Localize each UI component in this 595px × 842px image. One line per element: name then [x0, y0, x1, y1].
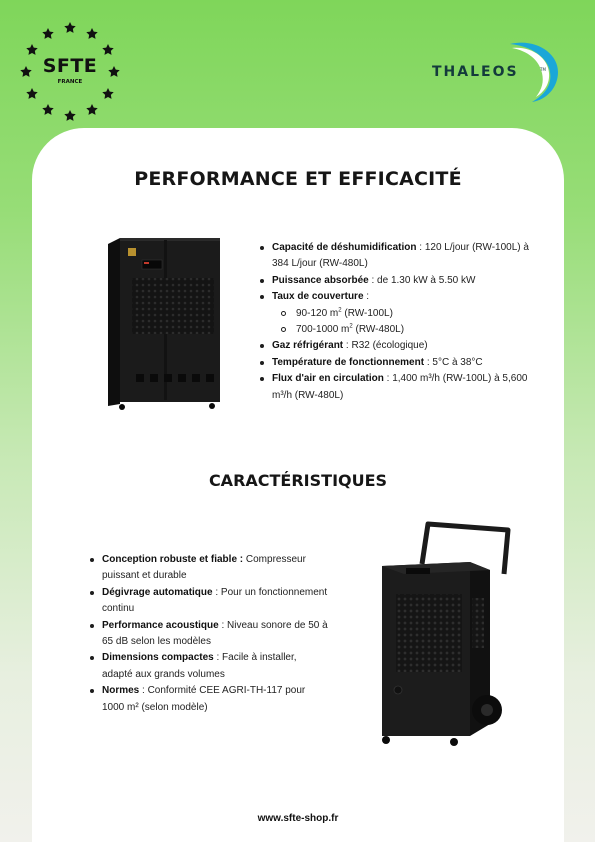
sublist-item: [272, 322, 538, 338]
thaleos-trademark: TM: [540, 67, 546, 72]
list-item: [258, 355, 538, 371]
list-item: [88, 618, 328, 651]
item-label: Normes: [102, 685, 140, 697]
item-label: Taux de couverture: [272, 291, 364, 303]
footer-url: www.sfte-shop.fr: [257, 813, 339, 824]
item-text: : Conformité CEE AGRI-TH-117 pour 1000 m² (selon modèle): [102, 685, 306, 713]
item-text: : Facile à installer, adapté aux grands volumes: [102, 652, 297, 680]
item-text: : Pour un fonctionnement continu: [102, 586, 328, 615]
item-label: Dimensions compactes: [102, 652, 214, 664]
item-label: Puissance absorbée: [272, 274, 369, 286]
item-label: Performance acoustique: [102, 619, 219, 631]
item-text: :: [363, 291, 370, 303]
item-label: Flux d'air en circulation: [272, 373, 384, 385]
item-text: : R32 (écologique): [343, 340, 428, 352]
coverage-range: 700-1000 m: [296, 324, 350, 336]
list-item: [88, 650, 328, 683]
list-item: [258, 289, 538, 338]
coverage-unit-exp: 2: [338, 307, 342, 314]
list-item: [88, 585, 328, 618]
list-item: [258, 240, 538, 273]
coverage-model: (RW-100L): [341, 307, 393, 319]
item-label: Température de fonctionnement: [272, 356, 425, 368]
list-item: [88, 683, 328, 716]
features-title: CARACTÉRISTIQUES: [208, 471, 388, 490]
cabinet-dehumidifier-image: [104, 234, 224, 412]
list-item: [258, 371, 538, 404]
sfte-logo: [20, 22, 120, 122]
mobile-dehumidifier-image: [366, 518, 516, 748]
coverage-range: 90-120 m: [296, 307, 339, 319]
list-item: [258, 273, 538, 289]
features-list: [88, 552, 328, 716]
thaleos-logo: [432, 40, 562, 106]
item-text: : Niveau sonore de 50 à 65 dB selon les modèles: [102, 619, 328, 648]
item-text: : 1,400 m³/h (RW-100L) à 5,600 m³/h (RW-480L): [272, 373, 528, 401]
list-item: [258, 338, 538, 354]
item-text: : 120 L/jour (RW-100L) à 384 L/jour (RW-480L): [272, 242, 529, 270]
coverage-sublist: [272, 306, 538, 339]
item-label: Dégivrage automatique: [102, 586, 213, 598]
item-label: Capacité de déshumidification: [272, 242, 417, 253]
item-label: Gaz réfrigérant: [272, 340, 344, 352]
item-text: : 5°C à 38°C: [424, 356, 483, 368]
performance-list: [258, 240, 538, 404]
performance-title: PERFORMANCE ET EFFICACITÉ: [134, 168, 462, 190]
sfte-logo-sub: FRANCE: [57, 79, 83, 85]
list-item: [88, 552, 328, 585]
item-label: Conception robuste et fiable :: [102, 554, 244, 565]
item-text: Compresseur puissant et durable: [102, 554, 306, 582]
item-text: : de 1.30 kW à 5.50 kW: [368, 274, 476, 286]
coverage-model: (RW-480L): [352, 324, 405, 336]
thaleos-logo-name: THALEOS: [432, 64, 519, 80]
coverage-unit-exp: 2: [349, 323, 353, 330]
sublist-item: [272, 306, 538, 322]
sfte-logo-name: SFTE: [42, 55, 98, 77]
content-card: [32, 128, 564, 842]
